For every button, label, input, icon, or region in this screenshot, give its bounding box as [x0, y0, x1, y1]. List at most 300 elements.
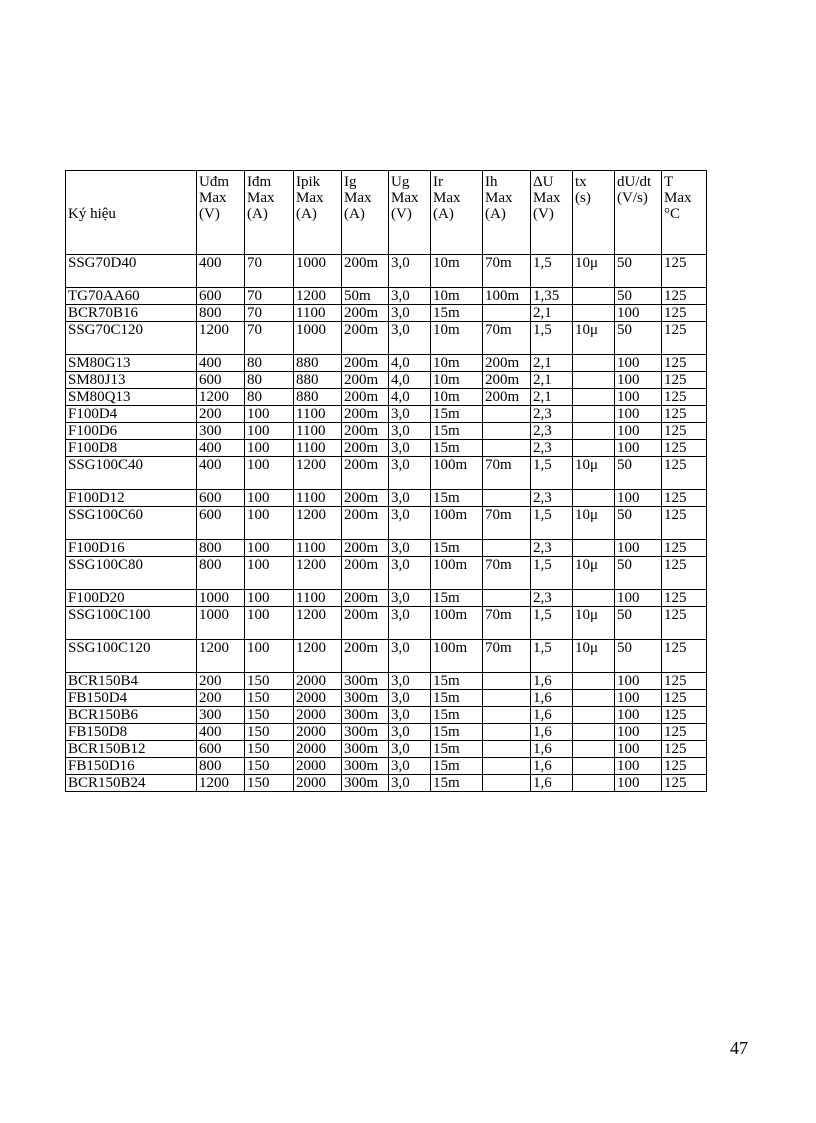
table-cell: 1,5	[531, 607, 573, 640]
table-cell: 10μ	[573, 640, 615, 673]
table-cell	[573, 540, 615, 557]
column-header-line: Max	[247, 190, 275, 206]
table-cell	[573, 758, 615, 775]
table-cell: 50	[615, 457, 662, 490]
table-row	[66, 590, 707, 607]
table-body	[66, 255, 707, 792]
table-cell	[483, 490, 531, 507]
table-row	[66, 322, 707, 355]
table-cell: 3,0	[389, 507, 431, 540]
table-cell: 1,6	[531, 758, 573, 775]
table-cell: 200m	[342, 423, 389, 440]
table-cell: 100m	[431, 557, 483, 590]
table-cell: 4,0	[389, 355, 431, 372]
column-header	[483, 171, 531, 255]
table-cell: 2000	[294, 775, 342, 792]
table-cell: 1,6	[531, 724, 573, 741]
table-cell: 15m	[431, 758, 483, 775]
table-cell: 600	[197, 288, 245, 305]
table-cell: 3,0	[389, 322, 431, 355]
column-header	[197, 171, 245, 255]
table-cell: 600	[197, 507, 245, 540]
table-cell	[573, 355, 615, 372]
part-code-cell: BCR70B16	[66, 305, 197, 322]
table-cell: 150	[245, 690, 294, 707]
table-cell: 1200	[197, 322, 245, 355]
header-row	[66, 171, 707, 255]
column-header	[573, 171, 615, 255]
table-cell: 200m	[342, 540, 389, 557]
table-row	[66, 490, 707, 507]
table-cell: 300m	[342, 690, 389, 707]
table-cell: 80	[245, 389, 294, 406]
table-cell: 200m	[342, 590, 389, 607]
table-cell: 100	[615, 440, 662, 457]
table-cell: 300m	[342, 741, 389, 758]
table-row	[66, 255, 707, 288]
table-cell: 200m	[342, 457, 389, 490]
table-cell: 200	[197, 673, 245, 690]
table-cell: 2,1	[531, 372, 573, 389]
column-header-line: (A)	[485, 206, 506, 222]
column-header	[66, 171, 197, 255]
table-cell: 2000	[294, 673, 342, 690]
table-cell: 3,0	[389, 457, 431, 490]
table-row	[66, 440, 707, 457]
table-cell: 100	[615, 540, 662, 557]
table-cell: 300m	[342, 724, 389, 741]
table-cell: 400	[197, 255, 245, 288]
table-cell: 125	[662, 355, 707, 372]
table-cell: 200m	[342, 406, 389, 423]
table-cell	[573, 423, 615, 440]
table-cell: 125	[662, 255, 707, 288]
table-cell: 600	[197, 741, 245, 758]
table-cell: 100	[615, 775, 662, 792]
table-cell: 2,3	[531, 540, 573, 557]
part-code-cell: SSG70D40	[66, 255, 197, 288]
table-cell: 300m	[342, 707, 389, 724]
table-cell: 15m	[431, 690, 483, 707]
table-cell: 70	[245, 288, 294, 305]
table-cell: 880	[294, 372, 342, 389]
table-cell	[573, 673, 615, 690]
column-header-line: (V)	[199, 206, 220, 222]
table-cell: 300	[197, 707, 245, 724]
table-cell: 1,5	[531, 457, 573, 490]
table-row	[66, 540, 707, 557]
table-cell: 70m	[483, 322, 531, 355]
table-cell: 100	[615, 690, 662, 707]
table-cell: 100	[615, 490, 662, 507]
table-cell: 1100	[294, 406, 342, 423]
table-cell: 800	[197, 305, 245, 322]
table-cell: 1200	[294, 457, 342, 490]
table-cell: 10m	[431, 372, 483, 389]
table-cell: 3,0	[389, 707, 431, 724]
table-cell: 50	[615, 322, 662, 355]
table-cell: 50	[615, 507, 662, 540]
table-cell	[483, 590, 531, 607]
table-cell	[483, 707, 531, 724]
table-cell: 1200	[197, 389, 245, 406]
part-code-cell: BCR150B24	[66, 775, 197, 792]
table-cell: 880	[294, 389, 342, 406]
table-cell: 10m	[431, 288, 483, 305]
table-row	[66, 724, 707, 741]
table-cell: 1200	[294, 640, 342, 673]
table-cell: 125	[662, 305, 707, 322]
table-cell	[573, 741, 615, 758]
table-cell: 15m	[431, 590, 483, 607]
table-cell: 300m	[342, 758, 389, 775]
table-cell	[573, 305, 615, 322]
table-cell: 1,35	[531, 288, 573, 305]
table-cell: 125	[662, 607, 707, 640]
column-header	[342, 171, 389, 255]
column-header-line: °C	[664, 206, 681, 222]
table-cell: 1,5	[531, 557, 573, 590]
table-cell: 125	[662, 540, 707, 557]
table-cell	[483, 440, 531, 457]
table-cell: 125	[662, 507, 707, 540]
table-cell: 10μ	[573, 255, 615, 288]
table-row	[66, 305, 707, 322]
column-header-line: (A)	[247, 206, 268, 222]
table-row	[66, 507, 707, 540]
table-cell: 70	[245, 322, 294, 355]
column-header	[389, 171, 431, 255]
table-cell: 1200	[197, 775, 245, 792]
table-cell: 100m	[483, 288, 531, 305]
part-code-cell: SSG70C120	[66, 322, 197, 355]
part-code-cell: FB150D4	[66, 690, 197, 707]
table-cell: 2,3	[531, 423, 573, 440]
table-cell: 125	[662, 322, 707, 355]
table-cell: 3,0	[389, 406, 431, 423]
table-row	[66, 673, 707, 690]
table-cell: 150	[245, 724, 294, 741]
table-cell: 300	[197, 423, 245, 440]
part-code-cell: SSG100C120	[66, 640, 197, 673]
table-cell	[573, 406, 615, 423]
table-cell: 1,5	[531, 507, 573, 540]
part-code-cell: F100D4	[66, 406, 197, 423]
column-header-line: Max	[344, 190, 372, 206]
column-header-line: Uđm	[199, 174, 229, 190]
column-header-line: (s)	[575, 190, 591, 206]
column-header-line: (A)	[344, 206, 365, 222]
table-cell: 150	[245, 741, 294, 758]
part-code-cell: FB150D8	[66, 724, 197, 741]
table-cell: 70m	[483, 255, 531, 288]
table-cell: 200m	[342, 507, 389, 540]
table-cell	[483, 673, 531, 690]
table-cell: 10m	[431, 355, 483, 372]
table-cell	[483, 690, 531, 707]
table-row	[66, 607, 707, 640]
column-header-line: (V/s)	[617, 190, 648, 206]
table-row	[66, 557, 707, 590]
table-row	[66, 640, 707, 673]
table-cell: 200m	[483, 355, 531, 372]
table-cell: 125	[662, 741, 707, 758]
table-cell: 1100	[294, 423, 342, 440]
table-cell	[573, 490, 615, 507]
table-cell: 100	[615, 406, 662, 423]
table-cell: 100	[245, 440, 294, 457]
table-cell: 3,0	[389, 724, 431, 741]
table-cell: 2000	[294, 690, 342, 707]
table-cell: 15m	[431, 775, 483, 792]
table-row	[66, 355, 707, 372]
table-cell	[573, 724, 615, 741]
table-cell: 1000	[197, 590, 245, 607]
column-header	[662, 171, 707, 255]
table-cell: 70	[245, 305, 294, 322]
table-cell	[573, 389, 615, 406]
table-cell: 150	[245, 673, 294, 690]
table-cell: 150	[245, 775, 294, 792]
table-cell: 100	[615, 355, 662, 372]
table-cell: 3,0	[389, 490, 431, 507]
table-cell: 3,0	[389, 741, 431, 758]
table-row	[66, 457, 707, 490]
table-cell: 70m	[483, 640, 531, 673]
table-cell: 100	[615, 590, 662, 607]
table-cell: 400	[197, 440, 245, 457]
part-code-cell: BCR150B6	[66, 707, 197, 724]
table-cell: 1100	[294, 590, 342, 607]
table-cell: 800	[197, 557, 245, 590]
table-cell: 100	[615, 724, 662, 741]
column-header-line: Ug	[391, 174, 410, 190]
table-cell: 100	[245, 557, 294, 590]
column-header-line: (A)	[296, 206, 317, 222]
table-row	[66, 406, 707, 423]
column-header-line: tx	[575, 174, 587, 190]
part-code-cell: SSG100C100	[66, 607, 197, 640]
table-row	[66, 707, 707, 724]
table-cell: 15m	[431, 423, 483, 440]
table-cell: 3,0	[389, 673, 431, 690]
table-cell: 2,3	[531, 490, 573, 507]
table-cell: 1,5	[531, 640, 573, 673]
table-cell: 125	[662, 288, 707, 305]
table-cell: 80	[245, 355, 294, 372]
column-header	[294, 171, 342, 255]
part-code-cell: SM80Q13	[66, 389, 197, 406]
table-cell: 100	[615, 372, 662, 389]
table-cell: 125	[662, 389, 707, 406]
table-cell: 50	[615, 607, 662, 640]
table-cell: 1,6	[531, 707, 573, 724]
table-cell: 800	[197, 758, 245, 775]
table-cell: 50m	[342, 288, 389, 305]
table-cell: 1,6	[531, 741, 573, 758]
table-cell	[573, 775, 615, 792]
column-header-line: Ig	[344, 174, 357, 190]
table-cell: 1200	[294, 607, 342, 640]
table-cell: 3,0	[389, 640, 431, 673]
table-cell: 200m	[483, 372, 531, 389]
table-cell: 3,0	[389, 255, 431, 288]
table-cell: 15m	[431, 440, 483, 457]
table-cell: 1,5	[531, 322, 573, 355]
table-cell: 200m	[342, 305, 389, 322]
part-code-cell: SM80G13	[66, 355, 197, 372]
table-cell: 100	[245, 457, 294, 490]
table-cell: 125	[662, 490, 707, 507]
table-cell: 100	[245, 507, 294, 540]
column-header-line: Max	[533, 190, 561, 206]
table-cell	[483, 724, 531, 741]
column-header	[531, 171, 573, 255]
table-cell: 50	[615, 557, 662, 590]
table-cell: 125	[662, 673, 707, 690]
part-code-cell: BCR150B12	[66, 741, 197, 758]
table-cell	[483, 775, 531, 792]
column-header-line: Max	[485, 190, 513, 206]
table-cell: 3,0	[389, 557, 431, 590]
table-cell: 200m	[342, 372, 389, 389]
table-row	[66, 758, 707, 775]
table-cell: 100m	[431, 507, 483, 540]
table-cell: 200m	[342, 640, 389, 673]
table-row	[66, 690, 707, 707]
table-cell: 15m	[431, 406, 483, 423]
column-header-line: Ipik	[296, 174, 321, 190]
table-cell: 10m	[431, 389, 483, 406]
table-cell: 2,3	[531, 440, 573, 457]
table-cell: 100	[245, 406, 294, 423]
table-cell: 100	[615, 707, 662, 724]
table-cell: 15m	[431, 741, 483, 758]
table-cell: 2,1	[531, 305, 573, 322]
table-cell	[573, 440, 615, 457]
table-cell: 100	[245, 607, 294, 640]
column-header-line: Max	[664, 190, 692, 206]
part-code-cell: SSG100C60	[66, 507, 197, 540]
table-cell: 10μ	[573, 457, 615, 490]
table-cell: 3,0	[389, 690, 431, 707]
table-header	[66, 171, 707, 255]
table-cell: 15m	[431, 673, 483, 690]
table-cell: 125	[662, 590, 707, 607]
table-cell: 3,0	[389, 540, 431, 557]
table-cell: 3,0	[389, 758, 431, 775]
table-cell: 1200	[294, 507, 342, 540]
column-header-line: Iđm	[247, 174, 272, 190]
part-code-cell: SM80J13	[66, 372, 197, 389]
table-cell: 100	[615, 423, 662, 440]
table-cell: 2000	[294, 707, 342, 724]
table-cell: 70	[245, 255, 294, 288]
table-cell: 10μ	[573, 557, 615, 590]
table-cell: 150	[245, 707, 294, 724]
table-cell: 200m	[342, 389, 389, 406]
table-cell: 125	[662, 775, 707, 792]
table-cell: 200m	[342, 607, 389, 640]
table-cell: 1200	[294, 288, 342, 305]
table-cell: 125	[662, 758, 707, 775]
column-header-line: (V)	[391, 206, 412, 222]
table-cell: 4,0	[389, 372, 431, 389]
table-cell: 200m	[483, 389, 531, 406]
table-cell: 125	[662, 690, 707, 707]
table-cell: 70m	[483, 457, 531, 490]
part-code-cell: F100D8	[66, 440, 197, 457]
table-cell: 100m	[431, 457, 483, 490]
table-cell: 2,3	[531, 590, 573, 607]
table-cell	[573, 707, 615, 724]
table-cell: 200	[197, 406, 245, 423]
table-cell: 100	[245, 540, 294, 557]
table-cell: 125	[662, 440, 707, 457]
table-cell: 15m	[431, 305, 483, 322]
table-cell: 2,3	[531, 406, 573, 423]
table-cell: 50	[615, 640, 662, 673]
table-cell: 2,1	[531, 355, 573, 372]
table-cell: 600	[197, 490, 245, 507]
table-cell: 400	[197, 355, 245, 372]
table-cell: 10μ	[573, 607, 615, 640]
table-cell: 1100	[294, 540, 342, 557]
table-cell: 1100	[294, 305, 342, 322]
table-cell: 1,6	[531, 775, 573, 792]
column-header-line: Max	[199, 190, 227, 206]
table-cell: 880	[294, 355, 342, 372]
table-cell: 100	[615, 389, 662, 406]
table-cell: 100m	[431, 607, 483, 640]
table-cell: 100	[245, 423, 294, 440]
part-code-cell: SSG100C80	[66, 557, 197, 590]
column-header-line: Max	[296, 190, 324, 206]
table-cell	[483, 406, 531, 423]
table-cell	[483, 741, 531, 758]
table-cell: 1000	[197, 607, 245, 640]
table-cell: 10μ	[573, 322, 615, 355]
table-cell: 70m	[483, 507, 531, 540]
table-cell: 125	[662, 406, 707, 423]
table-cell: 300m	[342, 775, 389, 792]
table-cell: 300m	[342, 673, 389, 690]
table-cell: 1,6	[531, 690, 573, 707]
table-cell: 200m	[342, 355, 389, 372]
column-header	[431, 171, 483, 255]
table-cell: 80	[245, 372, 294, 389]
column-header-line: dU/dt	[617, 174, 652, 190]
table-row	[66, 372, 707, 389]
table-cell	[573, 690, 615, 707]
table-cell: 3,0	[389, 305, 431, 322]
table-cell: 1100	[294, 440, 342, 457]
table-cell: 150	[245, 758, 294, 775]
table-cell: 800	[197, 540, 245, 557]
table-cell: 100	[615, 758, 662, 775]
table-cell: 200m	[342, 255, 389, 288]
table-cell: 200m	[342, 557, 389, 590]
table-cell: 200	[197, 690, 245, 707]
table-cell: 125	[662, 372, 707, 389]
table-cell	[483, 540, 531, 557]
table-cell: 1,5	[531, 255, 573, 288]
column-header	[245, 171, 294, 255]
table-cell	[483, 758, 531, 775]
table-cell: 10m	[431, 255, 483, 288]
table-cell: 200m	[342, 440, 389, 457]
table-cell: 100	[245, 590, 294, 607]
